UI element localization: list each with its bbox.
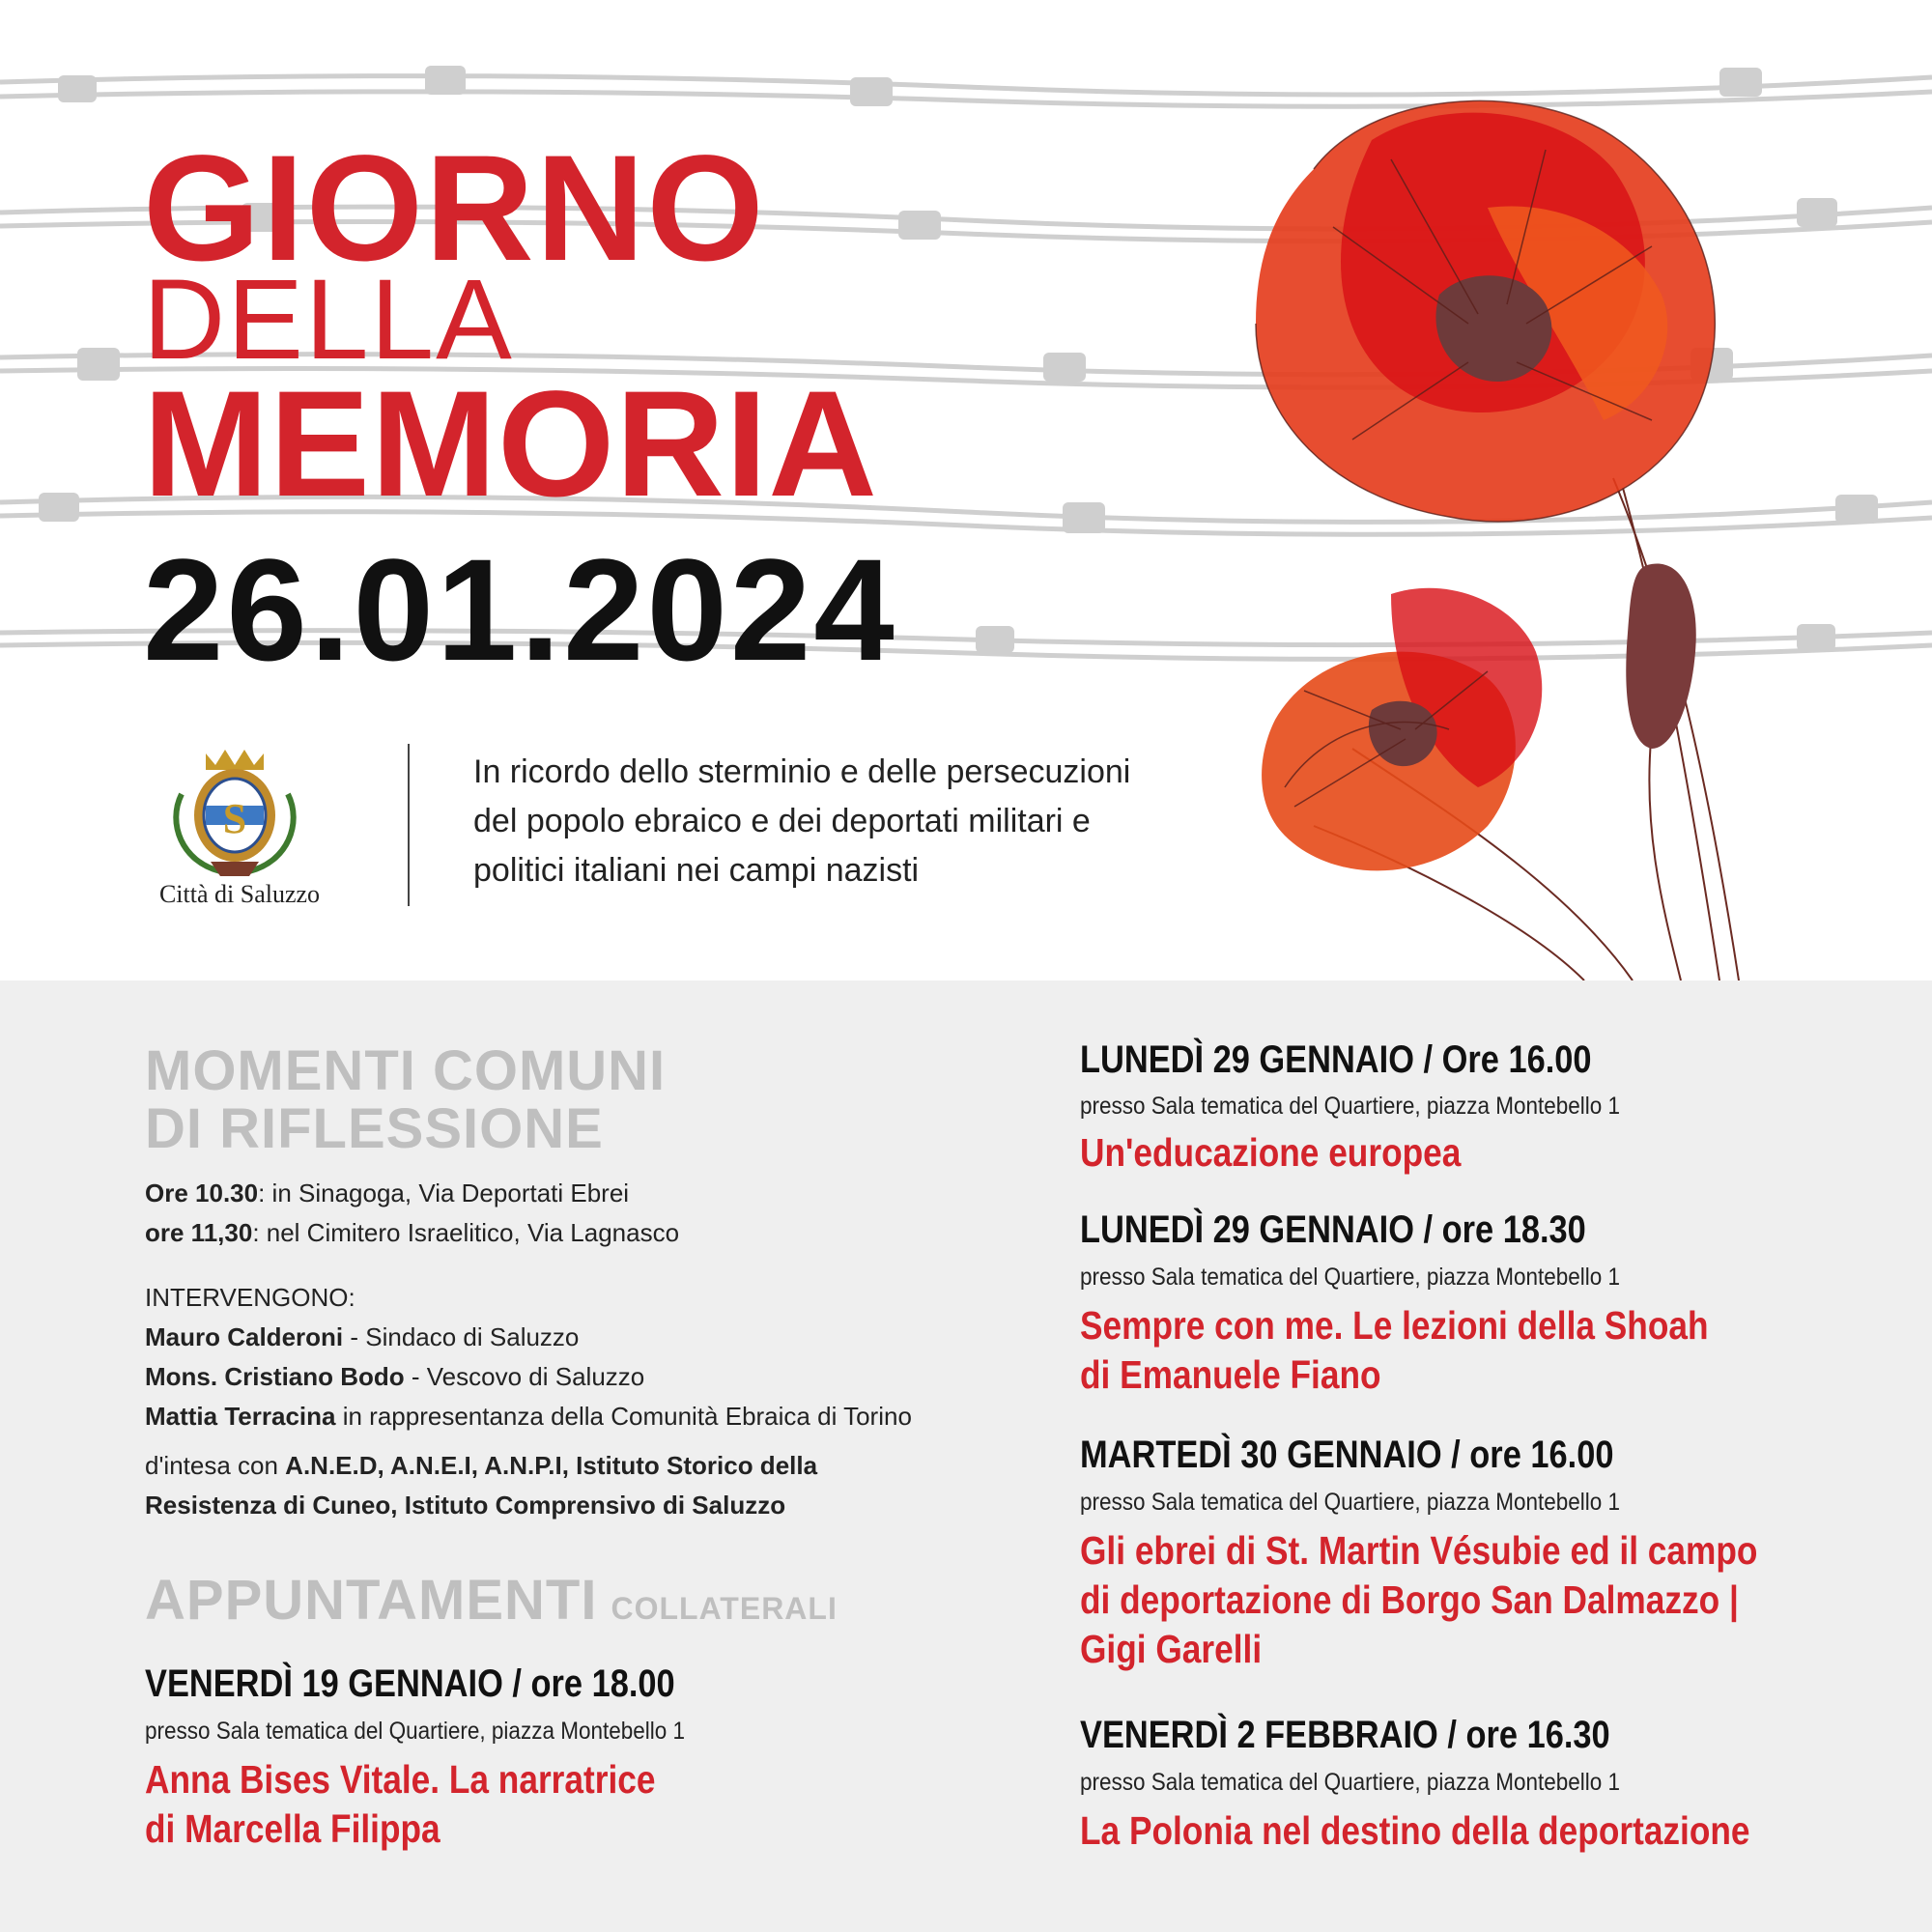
agreement-partners: A.N.E.D, A.N.E.I, A.N.P.I, Istituto Storico della [285, 1451, 818, 1480]
agreement-line [145, 1491, 785, 1520]
speaker-name: Mattia Terracina [145, 1402, 336, 1431]
momenti-title-line-1: MOMENTI COMUNI [145, 1039, 667, 1102]
event-title-line: Sempre con me. Le lezioni della Shoah [1080, 1303, 1709, 1348]
event-heading: VENERDÌ 2 FEBBRAIO / ore 16.30 [1080, 1714, 1610, 1756]
schedule-time: ore 11,30 [145, 1218, 253, 1247]
speaker-role: in rappresentanza della Comunità Ebraica di Torino [335, 1402, 912, 1431]
event-title-line: La Polonia nel destino della deportazione [1080, 1808, 1750, 1853]
event-title-line: di deportazione di Borgo San Dalmazzo | [1080, 1577, 1739, 1622]
speaker-item [145, 1362, 644, 1392]
title-line-1: GIORNO [143, 125, 766, 293]
speaker-item [145, 1402, 912, 1432]
event-title-line: Anna Bises Vitale. La narratrice [145, 1757, 656, 1802]
agreement-partners: Resistenza di Cuneo, Istituto Comprensivo di Saluzzo [145, 1491, 786, 1520]
event-heading: MARTEDÌ 30 GENNAIO / ore 16.00 [1080, 1434, 1614, 1476]
event-venue: presso Sala tematica del Quartiere, piazza Montebello 1 [1080, 1489, 1621, 1516]
event-heading: LUNEDÌ 29 GENNAIO / ore 18.30 [1080, 1208, 1586, 1251]
speakers-label: INTERVENGONO: [145, 1283, 355, 1312]
title-line-2: DELLA [143, 256, 514, 384]
appuntamenti-title [145, 1569, 838, 1632]
speaker-item [145, 1322, 579, 1352]
agreement-line [145, 1451, 817, 1481]
event-venue: presso Sala tematica del Quartiere, piazza Montebello 1 [145, 1718, 686, 1745]
event-title [1080, 1526, 1757, 1674]
speaker-name: Mons. Cristiano Bodo [145, 1362, 405, 1391]
divider [408, 744, 410, 906]
event-venue: presso Sala tematica del Quartiere, piazza Montebello 1 [1080, 1093, 1621, 1120]
event-title [145, 1755, 655, 1854]
organization-name: Città di Saluzzo [158, 880, 321, 908]
appuntamenti-title-sub: COLLATERALI [611, 1591, 838, 1626]
event-title-line: di Emanuele Fiano [1080, 1352, 1381, 1397]
event-title [1080, 1301, 1709, 1400]
title-line-3: MEMORIA [143, 360, 878, 528]
intro-text [473, 748, 1265, 895]
event-title-line: Gli ebrei di St. Martin Vésubie ed il campo [1080, 1528, 1758, 1573]
intro-line: del popolo ebraico e dei deportati militari e [473, 803, 1091, 839]
event-date: 26.01.2024 [143, 528, 897, 691]
schedule-place: : nel Cimitero Israelitico, Via Lagnasco [252, 1218, 680, 1247]
schedule-place: : in Sinagoga, Via Deportati Ebrei [258, 1179, 630, 1208]
schedule-item [145, 1218, 679, 1248]
intro-line: In ricordo dello sterminio e delle persecuzioni [473, 753, 1131, 790]
coat-of-arms-icon [162, 736, 307, 881]
event-title [1080, 1128, 1461, 1178]
agreement-prefix: d'intesa con [145, 1451, 286, 1480]
speaker-role: - Sindaco di Saluzzo [343, 1322, 580, 1351]
schedule-item [145, 1179, 629, 1208]
event-title-line: Un'educazione europea [1080, 1130, 1462, 1175]
speaker-role: - Vescovo di Saluzzo [404, 1362, 645, 1391]
poppy-flower-icon [1198, 53, 1835, 980]
speaker-name: Mauro Calderoni [145, 1322, 344, 1351]
event-heading: LUNEDÌ 29 GENNAIO / Ore 16.00 [1080, 1038, 1592, 1081]
event-title-line: Gigi Garelli [1080, 1627, 1263, 1671]
event-venue: presso Sala tematica del Quartiere, piazza Montebello 1 [1080, 1264, 1621, 1291]
schedule-time: Ore 10.30 [145, 1179, 259, 1208]
event-venue: presso Sala tematica del Quartiere, piazza Montebello 1 [1080, 1769, 1621, 1796]
appuntamenti-title-main: APPUNTAMENTI [145, 1569, 598, 1632]
svg-text:S: S [222, 795, 247, 842]
momenti-title-line-2: DI RIFLESSIONE [145, 1097, 604, 1160]
event-heading: VENERDÌ 19 GENNAIO / ore 18.00 [145, 1662, 675, 1705]
event-title [1080, 1806, 1750, 1856]
event-title-line: di Marcella Filippa [145, 1806, 440, 1851]
intro-line: politici italiani nei campi nazisti [473, 852, 920, 889]
